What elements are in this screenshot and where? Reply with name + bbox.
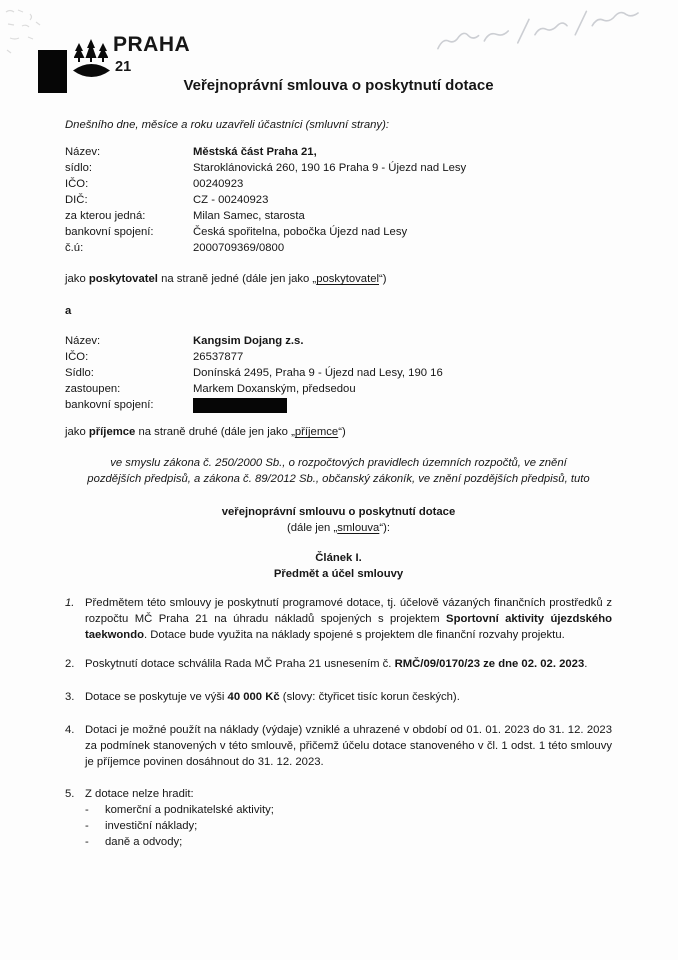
clause-number: 2. [65,658,75,671]
redacted-bank-info [193,397,612,413]
field-label: IČO: [65,178,89,190]
field-label: č.ú: [65,242,84,254]
clause-number: 4. [65,724,75,737]
provider-row-banka [65,224,612,240]
recipient-role-line [65,424,612,440]
intro-line: Dnešního dne, měsíce a roku uzavřeli účastníci (smluvní strany): [65,119,389,131]
document-body [65,117,612,850]
clause-segment: (slovy: čtyřicet tisíc korun českých). [279,691,460,704]
field-label: IČO: [65,351,89,363]
bullet-text: daně a odvody; [105,836,183,849]
field-label: zastoupen: [65,383,121,395]
recipient-row-banka [65,397,612,413]
article-title: Předmět a účel smlouvy [273,568,404,581]
clause-segment: . Dotace bude využita na náklady spojené s projektem dle finanční rozvahy projektu. [144,629,565,642]
provider-row-sidlo [65,160,612,176]
field-value: Milan Samec, starosta [193,210,305,222]
field-value: 26537877 [193,351,244,363]
parties-separator-a: a [65,305,72,317]
contract-heading-main: veřejnoprávní smlouvu o poskytnutí dotace [221,506,456,519]
bullet-dash: - [85,804,89,817]
redacted-stamp-block [38,50,67,93]
bullet-dash: - [85,836,89,849]
field-value: Staroklánovická 260, 190 16 Praha 9 - Újezd nad Lesy [193,162,467,174]
sub-text: “): [379,522,390,535]
role-text: jako [65,426,89,439]
clause-5-intro [65,786,612,802]
recipient-row-ico [65,349,612,365]
provider-details [65,144,612,256]
clause-bold-segment: Sportovní aktivity újezdského taekwondo [85,613,612,642]
clause-number: 3. [65,691,75,704]
field-value: Městská část Praha 21, [193,146,317,158]
role-text: jako [65,273,89,285]
clause-segment: Předmětem této smlouvy je poskytnutí programové dotace, tj. účelově vázaných finančních prostředků z rozpočtu MČ Praha 21 na úhradu nákladů spojených s projektem [85,597,612,626]
role-text: “) [379,273,387,285]
field-value: CZ - 00240923 [193,194,269,206]
provider-row-ucet [65,240,612,256]
field-label: Název: [65,146,101,158]
field-value: Česká spořitelna, pobočka Újezd nad Lesy [193,226,408,238]
field-label: za kterou jedná: [65,210,146,222]
clause-text [85,689,612,705]
role-bold: příjemce [88,426,136,439]
role-alias-underlined: poskytovatel [316,273,379,285]
sub-text: (dále jen „ [287,522,338,535]
provider-role-line [65,271,612,287]
bullet-dash: - [85,820,89,833]
clause-segment: Poskytnutí dotace schválila Rada MČ Praha 21 usnesením č. [85,658,395,671]
clause-3 [65,689,612,705]
clause-bold-segment: 40 000 Kč [227,691,280,704]
provider-row-jedna [65,208,612,224]
logo-brand-text: PRAHA [113,33,191,56]
clause-2 [65,656,612,672]
field-label: bankovní spojení: [65,399,154,411]
article1-heading [65,550,612,582]
handwritten-note [426,0,654,62]
recipient-row-sidlo [65,365,612,381]
clause-text: Dotaci je možné použít na náklady (výdaje) vzniklé a uhrazené v období od 01. 01. 2023 do 31. 12. 2023 za podmínek stanovených v této smlouvě, přičemž účelu dotace stanoveného v čl. 1 odst. 1 této smlouvy je příjemce povinen dosáhnout do 31. 12. 2023. [85,724,612,769]
role-text: na straně jedné (dále jen jako „ [157,273,317,285]
contract-heading-sub [65,520,612,536]
clause-bold-segment: RMČ/09/0170/23 ze dne 02. 02. 2023 [394,658,585,671]
field-label: Sídlo: [65,367,94,379]
role-text: “) [338,426,346,439]
field-label: DIČ: [65,194,88,206]
logo-district-number: 21 [115,59,132,75]
document-title: Veřejnoprávní smlouva o poskytnutí dotace [183,77,494,94]
role-alias-underlined: příjemce [294,426,339,439]
role-bold: poskytovatel [88,273,158,285]
article-number: Článek I. [315,552,362,565]
clause-number: 1. [65,597,75,610]
bullet-item [65,818,612,834]
contract-heading [65,504,612,536]
field-label: bankovní spojení: [65,226,154,238]
field-label: Název: [65,335,101,347]
field-value: 00240923 [193,178,244,190]
redaction-bar [193,398,287,413]
provider-row-dic [65,192,612,208]
role-text: na straně druhé (dále jen jako „ [135,426,295,439]
recipient-row-zastoupen [65,381,612,397]
clause-text [85,656,612,672]
bullet-text: komerční a podnikatelské aktivity; [105,804,274,817]
field-value: 2000709369/0800 [193,242,285,254]
clause-number: 5. [65,788,75,801]
recipient-row-nazev [65,333,612,349]
field-value: Markem Doxanským, předsedou [193,383,356,395]
alias-smlouva-underlined: smlouva [337,522,380,535]
clause-text: Z dotace nelze hradit: [85,788,194,801]
clause-segment: . [584,658,588,671]
clause-1 [65,595,612,643]
recipient-details [65,333,612,413]
pine-trees-icon [74,39,108,63]
legal-preamble: ve smyslu zákona č. 250/2000 Sb., o rozpočtových pravidlech územních rozpočtů, ve znění pozdějších předpisů, a zákona č. 89/2012 Sb., občanský zákoník, ve znění pozdějších předpisů, tuto [87,457,590,486]
clause-text [85,595,612,643]
leaf-lens-icon [73,64,110,77]
clause-5 [65,786,612,850]
field-value: Donínská 2495, Praha 9 - Újezd nad Lesy, 190 16 [193,367,443,379]
clause-4 [65,722,612,770]
provider-row-nazev [65,144,612,160]
bullet-item [65,802,612,818]
field-label: sídlo: [65,162,93,174]
bullet-item [65,834,612,850]
bullet-text: investiční náklady; [105,820,198,833]
field-value: Kangsim Dojang z.s. [193,335,304,347]
clause-segment: Dotace se poskytuje ve výši [85,691,228,704]
provider-row-ico [65,176,612,192]
